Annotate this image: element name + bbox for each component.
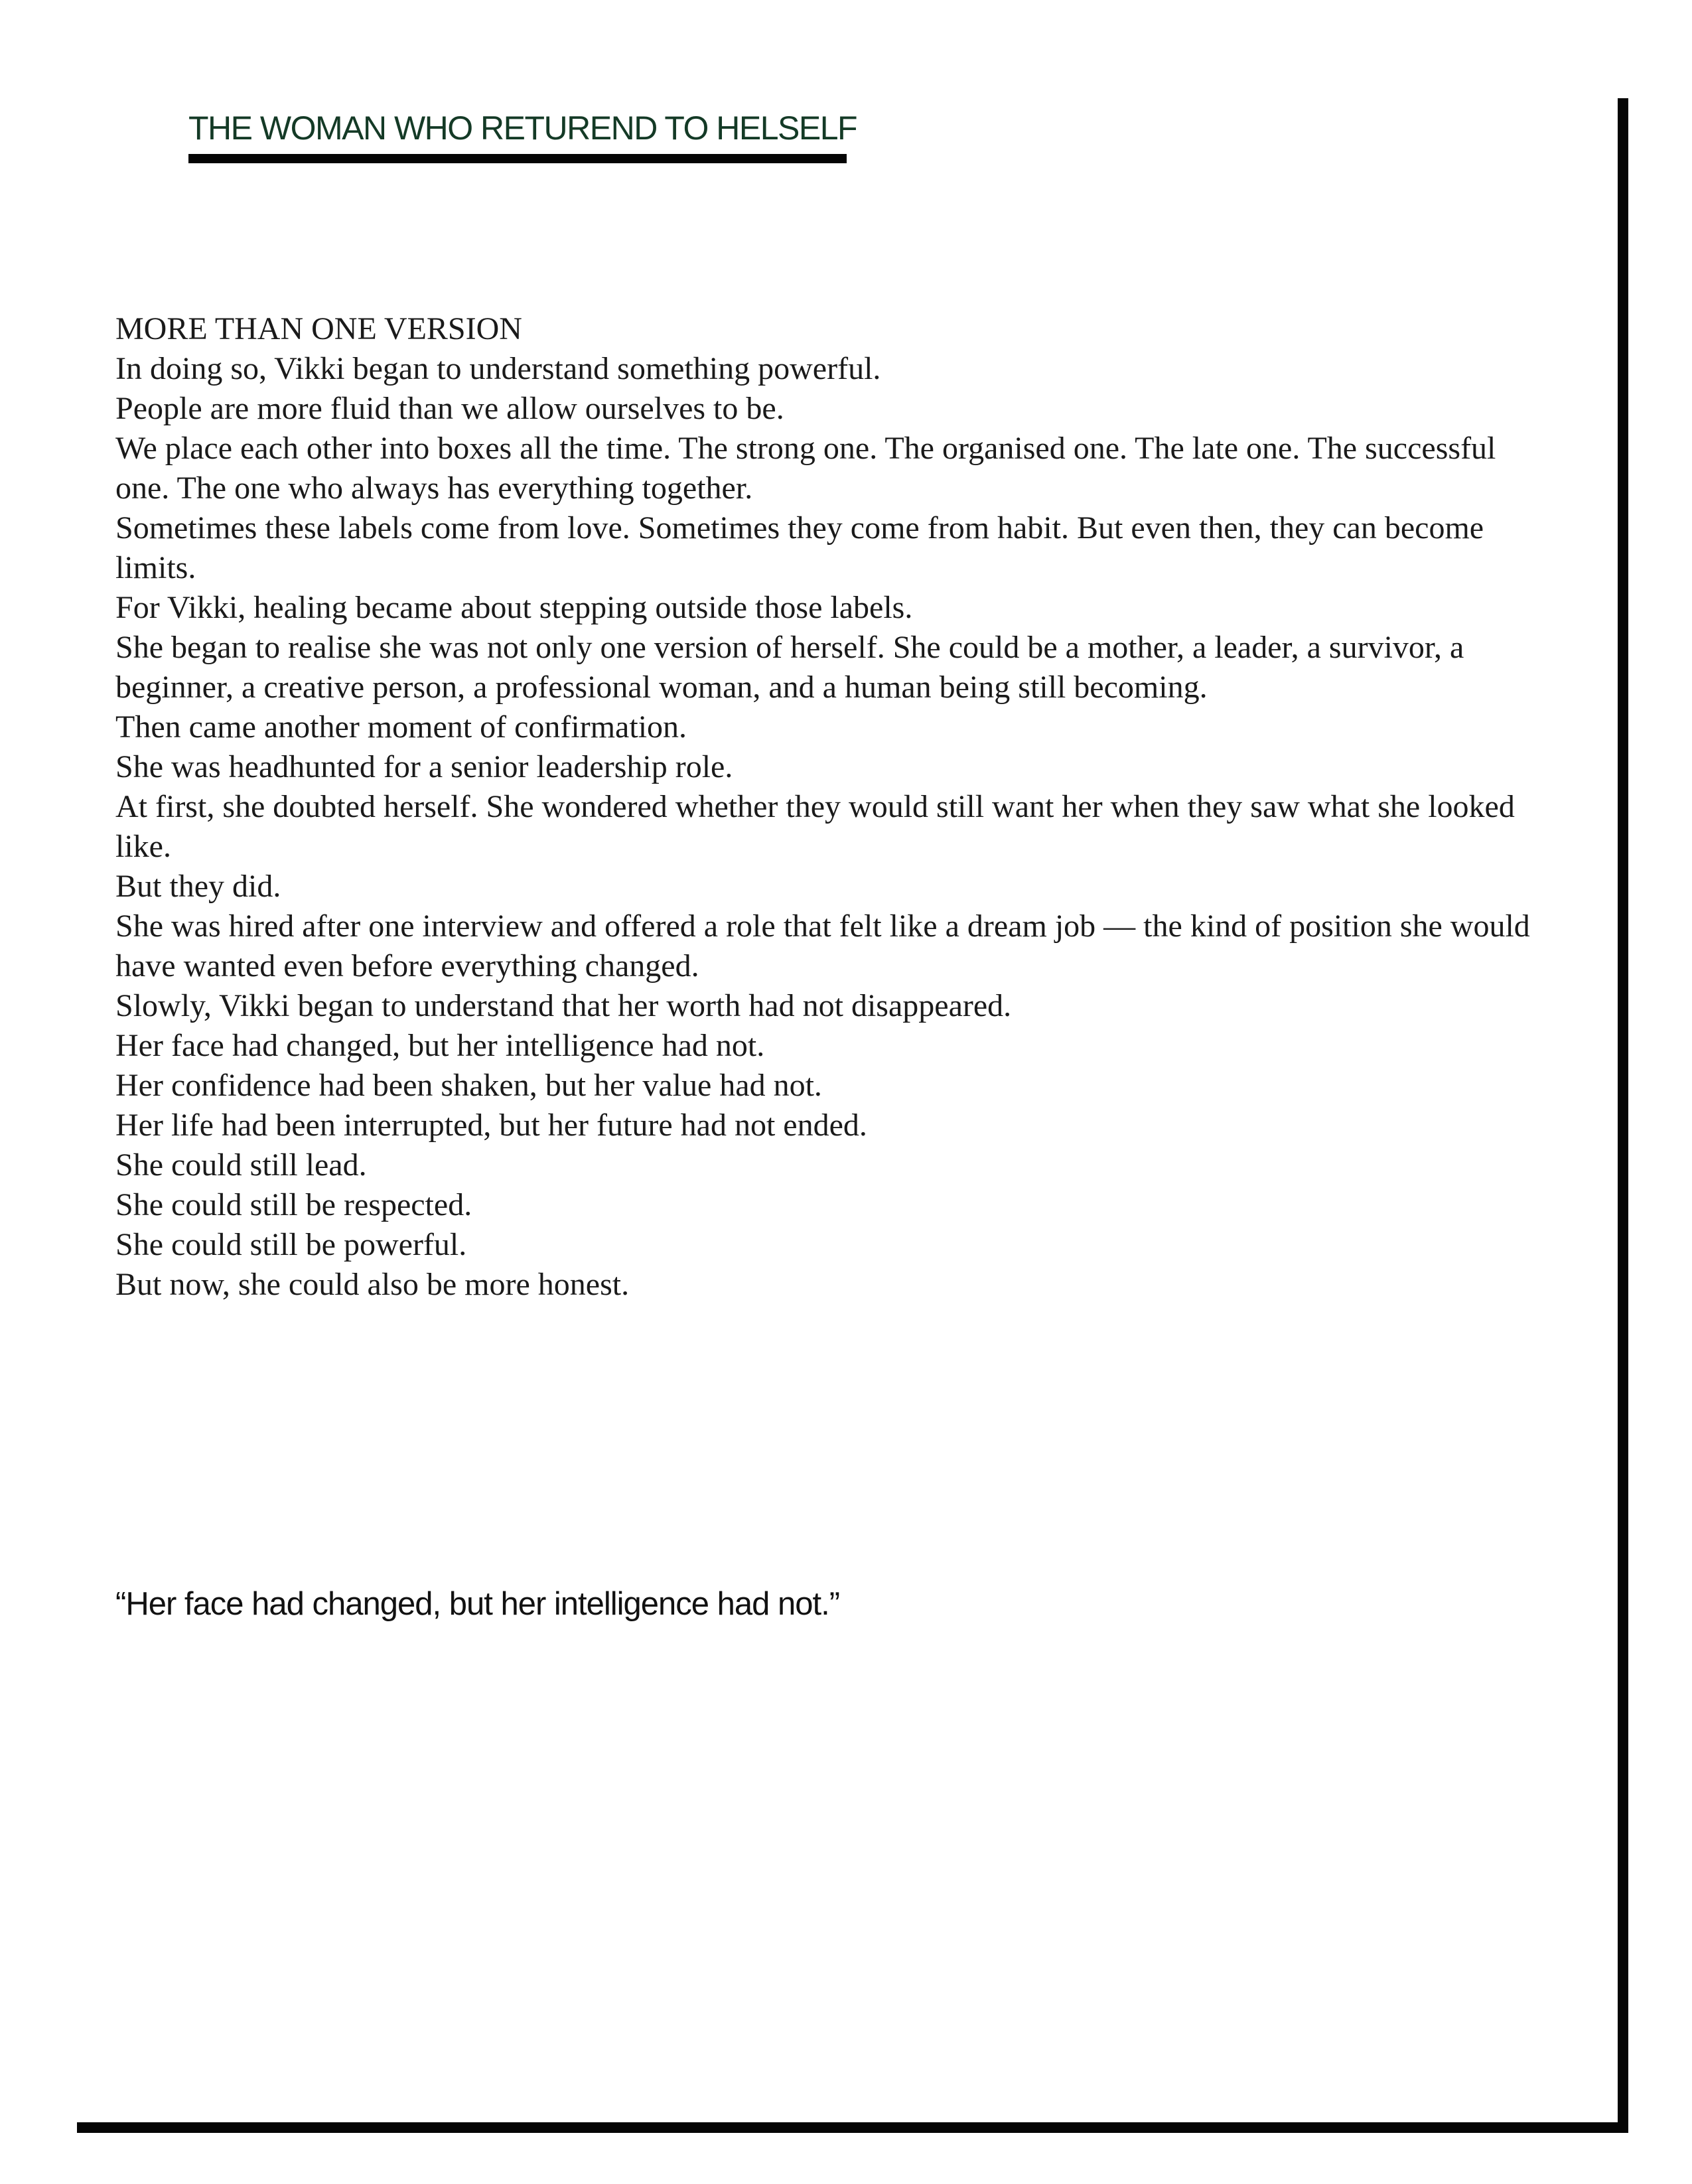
paragraph: She began to realise she was not only one version of herself. She could be a mother, a leader, a survivor, a beginner, a creative person, a professional woman, and a human being still becoming. <box>115 630 1464 705</box>
paragraph: At first, she doubted herself. She wondered whether they would still want her when they saw what she looked like. <box>115 789 1515 864</box>
paragraph: Sometimes these labels come from love. Sometimes they come from habit. But even then, they can become limits. <box>115 510 1484 585</box>
header-underline <box>188 154 847 163</box>
frame-right-border <box>1618 98 1628 2133</box>
paragraph: She could still be powerful. <box>115 1227 467 1262</box>
frame-bottom-border <box>77 2122 1628 2133</box>
paragraph: Slowly, Vikki began to understand that her worth had not disappeared. <box>115 988 1012 1023</box>
paragraph: Her life had been interrupted, but her future had not ended. <box>115 1108 867 1143</box>
paragraph: In doing so, Vikki began to understand something powerful. <box>115 351 881 386</box>
header-title: THE WOMAN WHO RETUREND TO HELSELF <box>188 109 857 147</box>
paragraph: She was headhunted for a senior leadership role. <box>115 749 733 784</box>
paragraph: We place each other into boxes all the time. The strong one. The organised one. The late one. The successful one. The one who always has everything together. <box>115 431 1496 506</box>
paragraph: She could still be respected. <box>115 1187 472 1222</box>
paragraph: For Vikki, healing became about stepping outside those labels. <box>115 590 913 625</box>
paragraph: Her confidence had been shaken, but her value had not. <box>115 1068 822 1103</box>
paragraph: She could still lead. <box>115 1147 367 1183</box>
paragraph: People are more fluid than we allow ourselves to be. <box>115 391 784 426</box>
article-body <box>115 309 1542 1305</box>
paragraph: Then came another moment of confirmation. <box>115 709 687 745</box>
section-heading: MORE THAN ONE VERSION <box>115 311 522 346</box>
paragraph: But they did. <box>115 869 281 904</box>
pull-quote: “Her face had changed, but her intelligence had not.” <box>115 1586 840 1622</box>
paragraph: Her face had changed, but her intelligence had not. <box>115 1028 765 1063</box>
paragraph: She was hired after one interview and offered a role that felt like a dream job — the kind of position she would have wanted even before everything changed. <box>115 909 1530 983</box>
paragraph: But now, she could also be more honest. <box>115 1267 630 1302</box>
